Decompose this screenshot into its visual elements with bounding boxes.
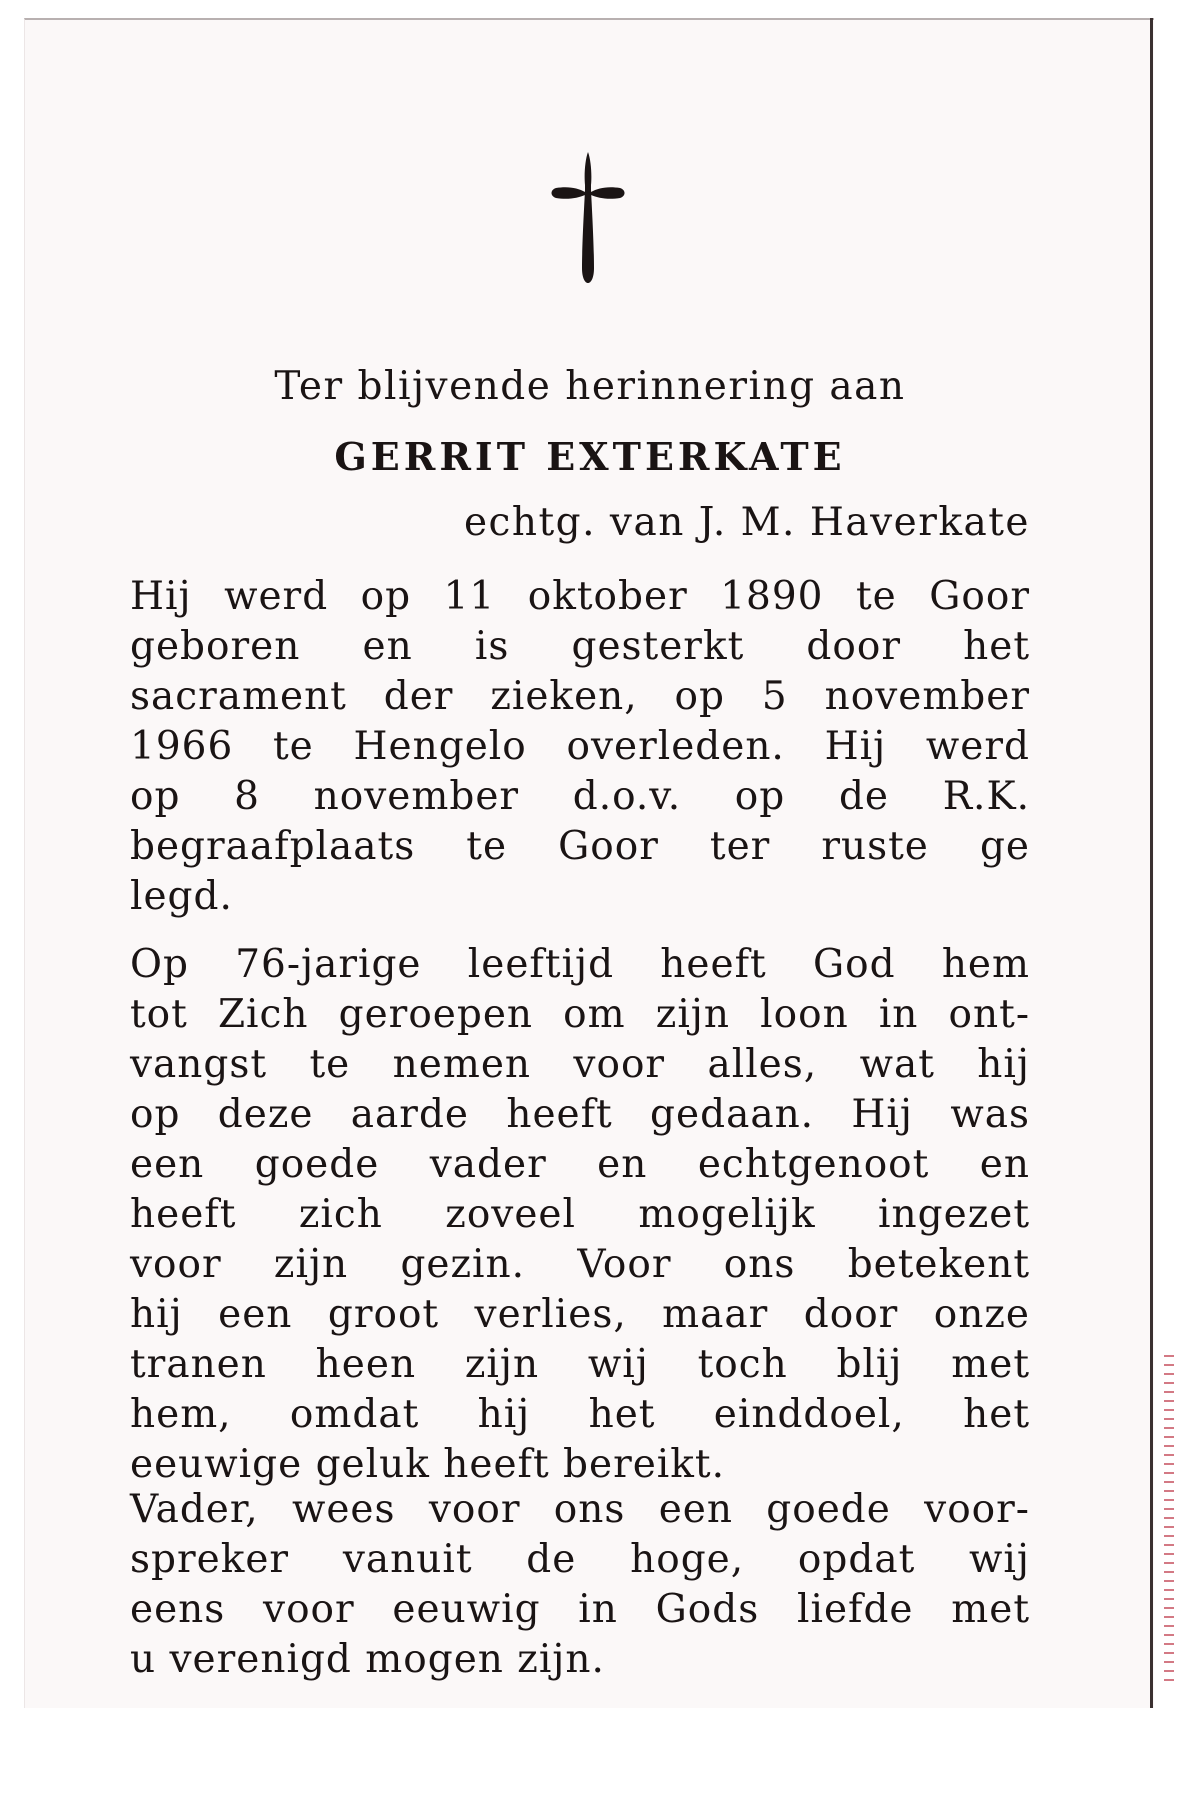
paragraph-prayer: [130, 1485, 1030, 1685]
text-line: eens voor eeuwig in Gods liefde met: [130, 1587, 1030, 1632]
text-line: Vader, wees voor ons een goede voor-: [130, 1487, 1030, 1532]
text-line: heeft zich zoveel mogelijk ingezet: [130, 1192, 1030, 1237]
text-line: geboren en is gesterkt door het: [130, 624, 1030, 669]
text-line: een goede vader en echtgenoot en: [130, 1142, 1030, 1187]
edge-marks: [1164, 1355, 1174, 1685]
text-line: Op 76-jarige leeftijd heeft God hem: [130, 942, 1030, 987]
text-line: sacrament der zieken, op 5 november: [130, 674, 1030, 719]
spouse-line: echtg. van J. M. Haverkate: [463, 500, 1030, 545]
text-line: begraafplaats te Goor ter ruste ge: [130, 824, 1030, 869]
text-line: tot Zich geroepen om zijn loon in ont-: [130, 992, 1030, 1037]
text-line: hij een groot verlies, maar door onze: [130, 1292, 1030, 1337]
text-line: hem, omdat hij het einddoel, het: [130, 1392, 1030, 1437]
text-line: tranen heen zijn wij toch blij met: [130, 1342, 1030, 1387]
text-line: eeuwige geluk heeft bereikt.: [130, 1442, 725, 1487]
card-edge: [1150, 18, 1153, 1708]
text-line: voor zijn gezin. Voor ons betekent: [130, 1242, 1030, 1287]
text-line: vangst te nemen voor alles, wat hij: [130, 1042, 1030, 1087]
text-line: op 8 november d.o.v. op de R.K.: [130, 774, 1030, 819]
text-line: spreker vanuit de hoge, opdat wij: [130, 1537, 1030, 1582]
paragraph-biography: [130, 572, 1030, 922]
text-line: op deze aarde heeft gedaan. Hij was: [130, 1092, 1030, 1137]
opening-line: Ter blijvende herinnering aan: [274, 364, 906, 409]
latin-cross-icon: [548, 150, 628, 285]
paragraph-tribute: [130, 940, 1030, 1490]
deceased-name: GERRIT EXTERKATE: [334, 434, 846, 479]
text-line: 1966 te Hengelo overleden. Hij werd: [130, 724, 1030, 769]
text-line: Hij werd op 11 oktober 1890 te Goor: [130, 574, 1030, 619]
text-line: legd.: [130, 874, 233, 919]
text-line: u verenigd mogen zijn.: [130, 1637, 605, 1682]
